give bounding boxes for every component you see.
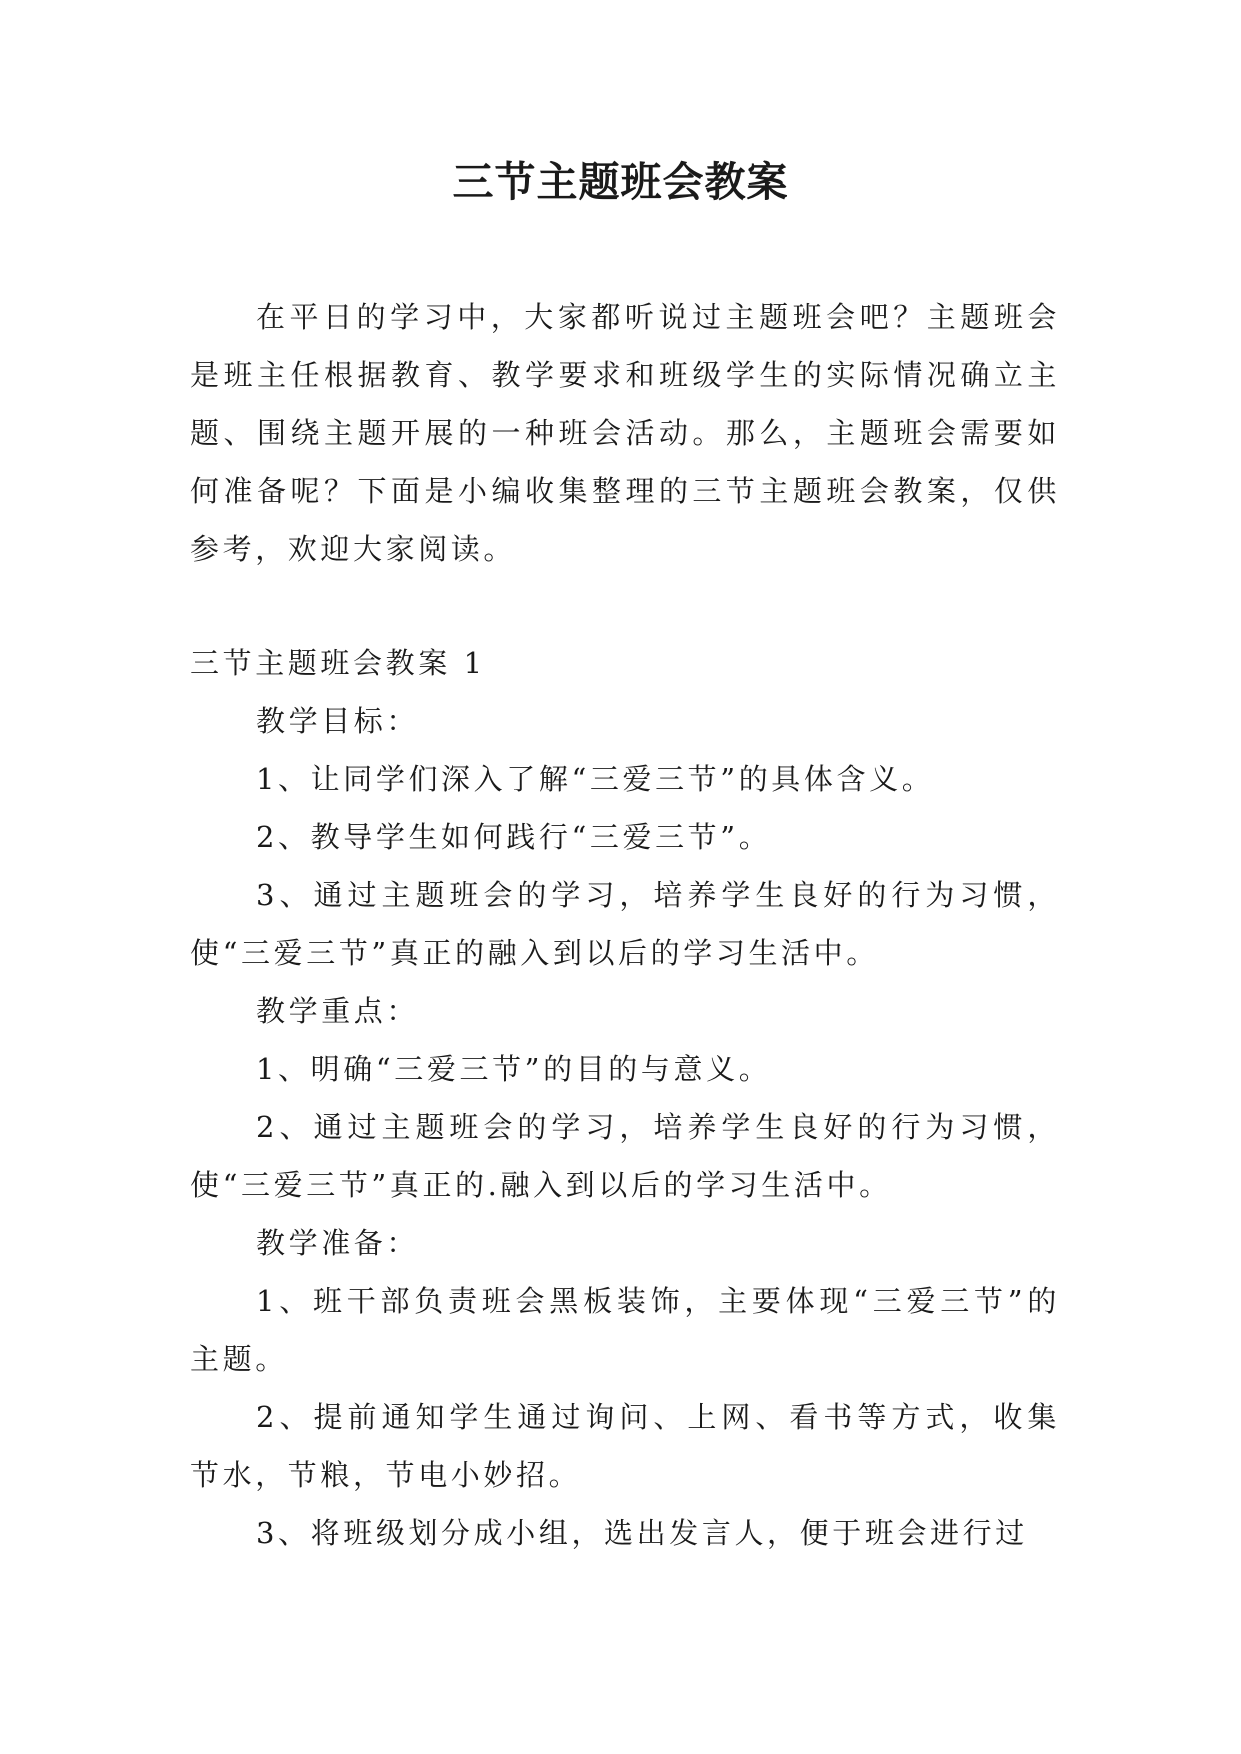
- focus-item-2: 2、通过主题班会的学习，培养学生良好的行为习惯，使“三爱三节”真正的.融入到以后的学习生活中。: [190, 1110, 1060, 1202]
- section-heading: 三节主题班会教案 1: [190, 646, 486, 680]
- label-teaching-focus: 教学重点：: [256, 994, 420, 1028]
- document-title: 三节主题班会教案: [452, 158, 789, 206]
- preparation-item-2: 2、提前通知学生通过询问、上网、看书等方式，收集节水，节粮，节电小妙招。: [190, 1400, 1060, 1492]
- goal-item-3: 3、通过主题班会的学习，培养学生良好的行为习惯，使“三爱三节”真正的融入到以后的学习生活中。: [190, 878, 1060, 970]
- label-teaching-goals: 教学目标：: [256, 704, 420, 738]
- focus-item-1: 1、明确“三爱三节”的目的与意义。: [256, 1052, 772, 1086]
- goal-item-1: 1、让同学们深入了解“三爱三节”的具体含义。: [256, 762, 935, 796]
- intro-paragraph: 在平日的学习中，大家都听说过主题班会吧？主题班会是班主任根据教育、教学要求和班级学生的实际情况确立主题、围绕主题开展的一种班会活动。那么，主题班会需要如何准备呢？下面是小编收集整理的三节主题班会教案，仅供参考，欢迎大家阅读。: [190, 300, 1060, 566]
- goal-item-2: 2、教导学生如何践行“三爱三节”。: [256, 820, 772, 854]
- label-teaching-preparation: 教学准备：: [256, 1226, 420, 1260]
- section-1: [190, 634, 1060, 1562]
- preparation-item-3: 3、将班级划分成小组，选出发言人，便于班会进行过: [256, 1516, 1028, 1550]
- preparation-item-1: 1、班干部负责班会黑板装饰，主要体现“三爱三节”的主题。: [190, 1284, 1060, 1376]
